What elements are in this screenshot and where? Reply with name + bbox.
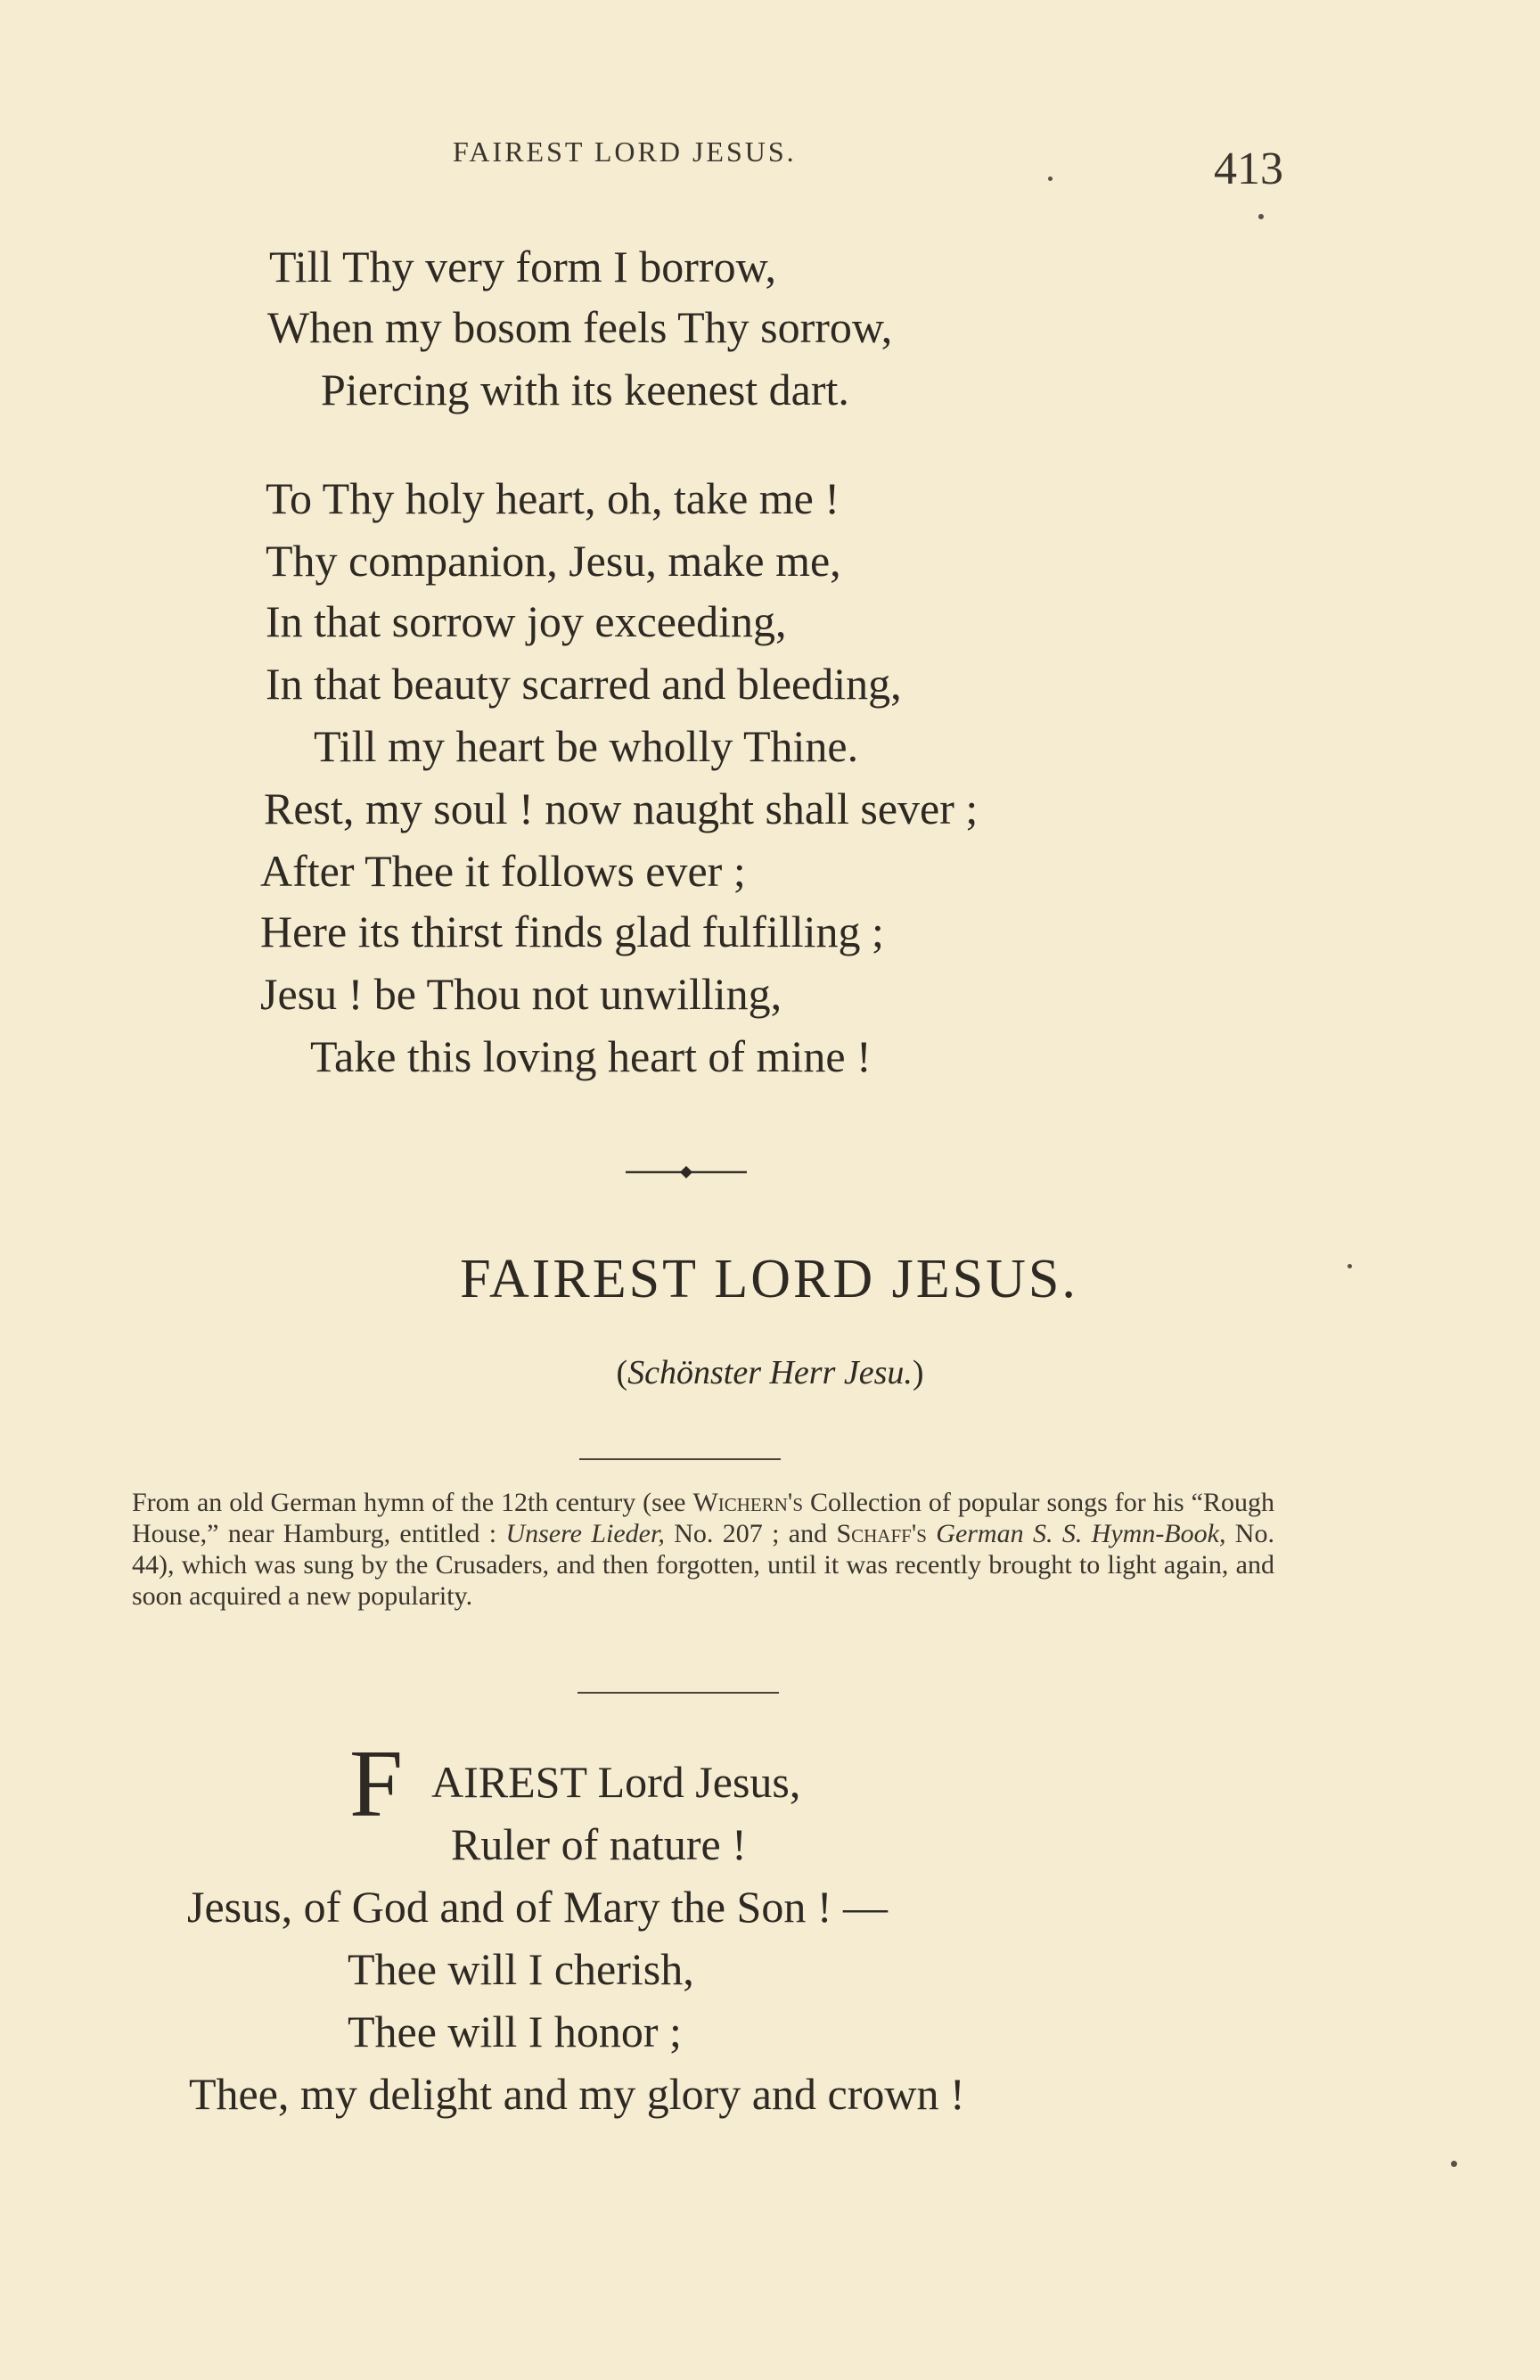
hymn-line: Thee, my delight and my glory and crown ! [189, 2069, 965, 2119]
poem-line: When my bosom feels Thy sorrow, [267, 302, 893, 352]
hymn-subtitle: (Schönster Herr Jesu.) [616, 1354, 924, 1391]
hymn-line: Thee will I cherish, [348, 1944, 694, 1994]
poem-line: Till my heart be wholly Thine. [314, 721, 859, 771]
hymn-source-note: From an old German hymn of the 12th century (see Wichern's Collection of popular songs for his “Rough House,” near Hamburg, entitled : Unsere Lieder, No. 207 ; and Schaff's German S. S. Hymn-Book, No. 44), which was sung by the Crusaders, and then forgotten, until it was recently brought to light again, and soon acquired a new popularity. [132, 1488, 1275, 1611]
poem-line: Till Thy very form I borrow, [269, 242, 776, 291]
running-title: FAIREST LORD JESUS. [453, 135, 797, 168]
drop-cap: F [349, 1731, 404, 1837]
poem-line: Rest, my soul ! now naught shall sever ; [264, 784, 979, 833]
poem-line: Take this loving heart of mine ! [310, 1031, 872, 1081]
note-bottom-rule [578, 1692, 779, 1694]
hymn-line: Thee will I honor ; [348, 2007, 682, 2056]
hymn-line: AIREST Lord Jesus, [431, 1757, 801, 1807]
poem-line: After Thee it follows ever ; [260, 846, 746, 896]
paper-speck [1258, 214, 1264, 219]
hymn-line: Jesus, of God and of Mary the Son ! — [187, 1882, 889, 1932]
poem-line: Jesu ! be Thou not unwilling, [260, 969, 782, 1019]
hymn-title: FAIREST LORD JESUS. [460, 1249, 1078, 1309]
hymn-line: Ruler of nature ! [451, 1819, 747, 1869]
page-number: 413 [1214, 144, 1283, 194]
poem-line: Thy companion, Jesu, make me, [266, 536, 841, 586]
paper-speck [1348, 1264, 1352, 1268]
section-ornament [624, 1163, 749, 1181]
paper-speck [1451, 2161, 1457, 2167]
paper-speck [1048, 176, 1053, 181]
note-top-rule [579, 1458, 781, 1460]
poem-line: To Thy holy heart, oh, take me ! [266, 473, 840, 523]
poem-line: Piercing with its keenest dart. [321, 365, 849, 414]
poem-line: In that beauty scarred and bleeding, [266, 659, 902, 709]
poem-line: In that sorrow joy exceeding, [266, 596, 787, 646]
poem-line: Here its thirst finds glad fulfilling ; [260, 907, 884, 956]
